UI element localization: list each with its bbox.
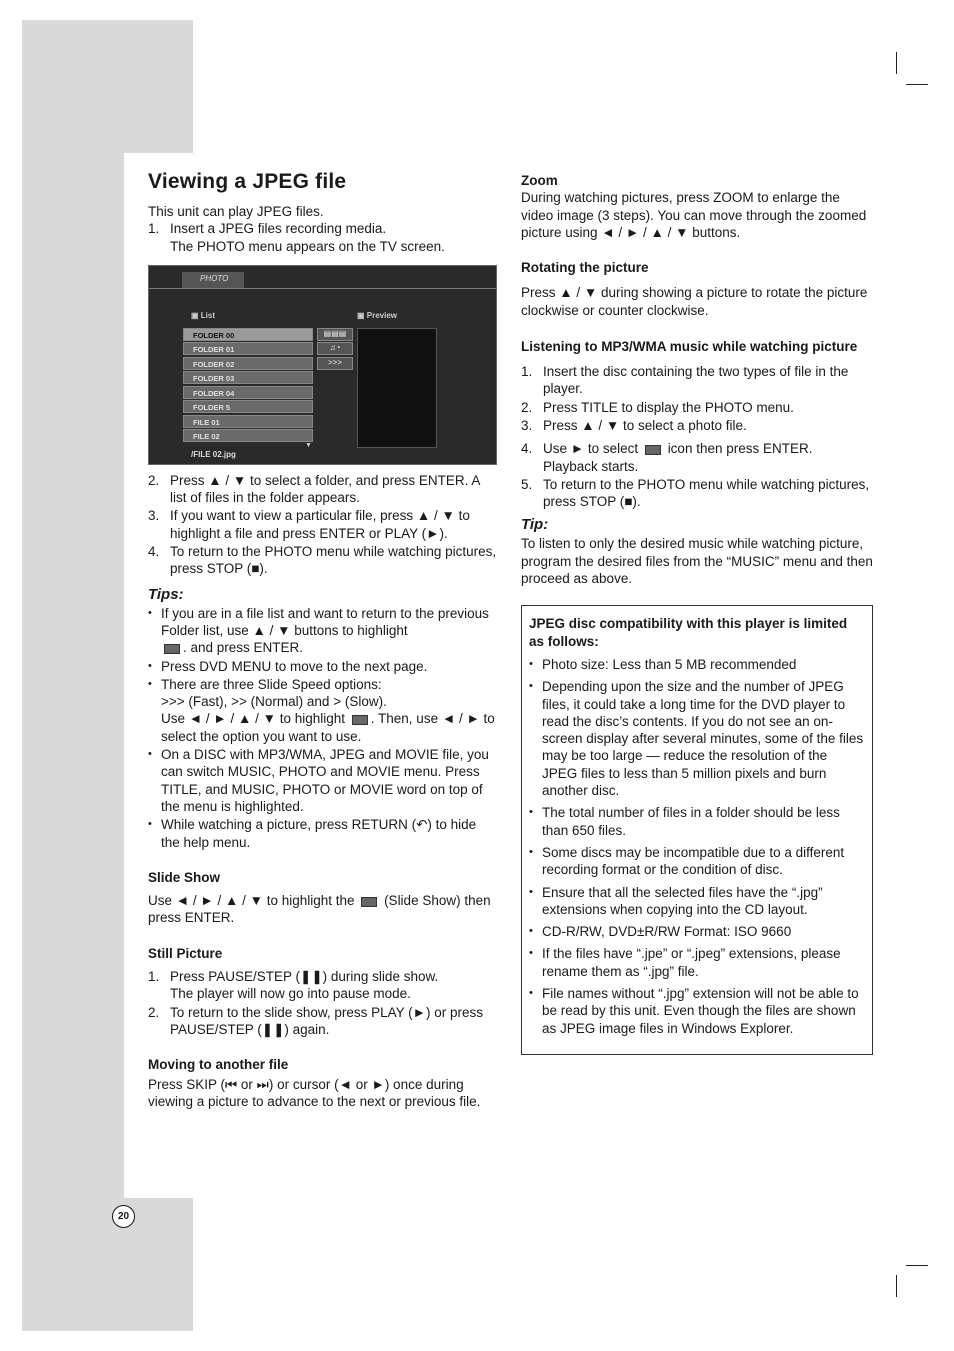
- osd-side-buttons: [317, 328, 353, 372]
- list-item: 1. Insert the disc containing the two types of file in the player.: [521, 364, 849, 397]
- list-item: • If the files have “.jpe” or “.jpeg” extensions, please rename them as “.jpg” file.: [529, 946, 841, 979]
- osd-file-list: [183, 328, 313, 444]
- list-item: 2. Press ▲ / ▼ to select a folder, and press ENTER. A list of files in the folder appears.: [148, 472, 480, 506]
- page-margin-top: [22, 20, 193, 153]
- page-margin-side: [22, 153, 124, 1198]
- list-item: 4. Use ► to select icon then press ENTER. Playback starts.: [521, 441, 813, 474]
- osd-preview-label: ▣ Preview: [357, 310, 398, 320]
- list-item: FILE 01: [183, 415, 313, 428]
- steps-list-a: [148, 220, 498, 255]
- scroll-down-icon: ▼: [305, 441, 312, 449]
- list-item: FILE 02: [183, 429, 313, 442]
- music-photo-icon: ♫◔: [317, 342, 353, 355]
- page-number: 20: [112, 1205, 135, 1228]
- list-item: 1. Insert a JPEG files recording media. The PHOTO menu appears on the TV screen.: [148, 221, 445, 254]
- list-item: 1. Press PAUSE/STEP (❚❚) during slide show. The player will now go into pause mode.: [148, 969, 439, 1002]
- list-item: • Ensure that all the selected files have the “.jpg” extensions when copying into the CD layout.: [529, 884, 823, 917]
- still-picture-heading: Still Picture: [148, 945, 223, 961]
- crop-mark: [896, 52, 897, 74]
- list-item: • Depending upon the size and the number of JPEG files, it could take a long time for the DVD player to read the disc’s contents. If you do not see an on-screen display after several minutes, some of the files may be too large — reduce the resolution of the JPEG files to less than 5 million pixels and burn another disc.: [529, 679, 864, 799]
- list-item: FOLDER 5: [183, 400, 313, 413]
- list-item: FOLDER 03: [183, 371, 313, 384]
- speed-icon: [352, 715, 368, 725]
- intro-text: This unit can play JPEG files.: [148, 204, 324, 219]
- listening-steps: [521, 363, 873, 510]
- music-photo-icon: [645, 445, 661, 455]
- slide-show-heading: Slide Show: [148, 869, 221, 885]
- page-margin-bottom: [22, 1198, 193, 1331]
- moving-heading: Moving to another file: [148, 1057, 289, 1073]
- list-item: • Photo size: Less than 5 MB recommended: [529, 656, 797, 672]
- list-item: FOLDER 00: [183, 328, 313, 341]
- osd-tab-photo: PHOTO: [182, 272, 244, 288]
- list-item: • Press DVD MENU to move to the next page.: [148, 658, 428, 674]
- rotating-text: Press ▲ / ▼ during showing a picture to rotate the picture clockwise or counter clockwise.: [521, 285, 868, 318]
- slideshow-icon: [361, 897, 377, 907]
- tips-list: [148, 605, 498, 851]
- list-item: • Some discs may be incompatible due to a different recording format or the condition of disc.: [529, 844, 845, 878]
- list-item: • If you are in a file list and want to return to the previous Folder list, use ▲ / ▼ buttons to highlight . and press ENTER.: [148, 605, 489, 656]
- list-item: 3. Press ▲ / ▼ to select a photo file.: [521, 417, 747, 433]
- list-item: 5. To return to the PHOTO menu while watching pictures, press STOP (■).: [521, 476, 870, 510]
- list-item: • The total number of files in a folder should be less than 650 files.: [529, 805, 840, 838]
- compatibility-heading: JPEG disc compatibility with this player is limited as follows:: [529, 616, 848, 649]
- rotating-heading: Rotating the picture: [521, 260, 649, 276]
- list-item: • There are three Slide Speed options: >>> (Fast), >> (Normal) and > (Slow). Use ◄ / ► / ▲ / ▼ to highlight . Then, use ◄ / ► to select the option you want to use.: [148, 676, 495, 744]
- list-item: 2. Press TITLE to display the PHOTO menu.: [521, 399, 794, 415]
- osd-list-label: ▣ List: [191, 310, 216, 320]
- page-title: Viewing a JPEG file: [148, 170, 347, 193]
- osd-filename: /FILE 02.jpg: [191, 449, 236, 459]
- crop-mark: [906, 84, 928, 85]
- tip-heading: Tip:: [521, 516, 549, 534]
- listening-heading: Listening to MP3/WMA music while watching picture: [521, 339, 858, 355]
- list-item: • While watching a picture, press RETURN (↶) to hide the help menu.: [148, 817, 477, 850]
- speed-icon: >>>: [317, 357, 353, 370]
- compatibility-list: [529, 656, 864, 1037]
- steps-list-b: [148, 472, 498, 578]
- slide-show-text: Use ◄ / ► / ▲ / ▼ to highlight the (Slide Show) then press ENTER.: [148, 893, 491, 926]
- list-item: FOLDER 01: [183, 342, 313, 355]
- photo-menu-screenshot: [148, 265, 497, 465]
- moving-text: Press SKIP (⏮ or ⏭) or cursor (◄ or ►) once during viewing a picture to advance to the next or previous file.: [148, 1076, 481, 1109]
- list-item: FOLDER 02: [183, 357, 313, 370]
- list-item: 4. To return to the PHOTO menu while watching pictures, press STOP (■).: [148, 544, 497, 577]
- list-item: 3. If you want to view a particular file, press ▲ / ▼ to highlight a file and press ENTER or PLAY (►).: [148, 508, 470, 541]
- list-item: FOLDER 04: [183, 386, 313, 399]
- slideshow-icon: ▤▤▤: [317, 328, 353, 341]
- list-item: 2. To return to the slide show, press PLAY (►) or press PAUSE/STEP (❚❚) again.: [148, 1004, 483, 1037]
- zoom-text: During watching pictures, press ZOOM to enlarge the video image (3 steps). You can move through the zoomed picture using ◄ / ► / ▲ / ▼ buttons.: [521, 190, 867, 240]
- tips-heading: Tips:: [148, 585, 184, 603]
- still-picture-steps: [148, 968, 498, 1038]
- crop-mark: [906, 1265, 928, 1266]
- list-item: • On a DISC with MP3/WMA, JPEG and MOVIE file, you can switch MUSIC, PHOTO and MOVIE menu. Press TITLE, and MUSIC, PHOTO or MOVIE word on top of the menu is highlighted.: [148, 747, 489, 814]
- folder-up-icon: [164, 644, 180, 654]
- crop-mark: [896, 1275, 897, 1297]
- tip-text: To listen to only the desired music while watching picture, program the desired files from the “MUSIC” menu and then proceed as above.: [521, 536, 873, 587]
- left-column: [148, 170, 498, 1110]
- list-item: • File names without “.jpg” extension will not be able to be read by this unit. Even though the files are shown as JPEG image files in Windows Explorer.: [529, 985, 859, 1036]
- compatibility-box: [521, 605, 873, 1055]
- right-column: [521, 172, 873, 1055]
- zoom-heading: Zoom: [521, 173, 558, 188]
- list-item: • CD-R/RW, DVD±R/RW Format: ISO 9660: [529, 924, 792, 940]
- osd-preview-pane: [357, 328, 437, 448]
